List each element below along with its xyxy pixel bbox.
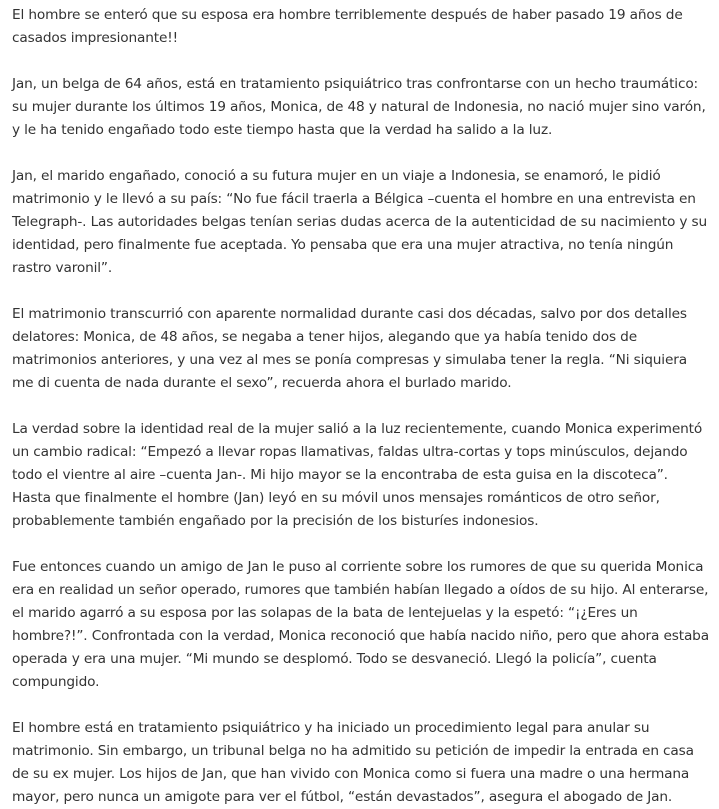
article-paragraph: Jan, el marido engañado, conoció a su futura mujer en un viaje a Indonesia, se enamoró, le pidió matrimonio y le llevó a su país: “No fue fácil traerla a Bélgica –cuenta el hombre en una entrevista en Telegraph-. Las autoridades belgas tenían serias dudas acerca de la autenticidad de su nacimiento y su identidad, pero finalmente fue aceptada. Yo pensaba que era una mujer atractiva, no tenía ningún rastro varonil”. [12, 168, 708, 276]
article-headline-paragraph: El hombre se enteró que su esposa era hombre terriblemente después de haber pasado 19 años de casados impresionante!! [12, 7, 683, 46]
article-paragraph: Jan, un belga de 64 años, está en tratamiento psiquiátrico tras confrontarse con un hecho traumático: su mujer durante los últimos 19 años, Monica, de 48 y natural de Indonesia, no nació mujer sino varón, y le ha tenido engañado todo este tiempo hasta que la verdad ha salido a la luz. [12, 76, 706, 138]
article-paragraph: Fue entonces cuando un amigo de Jan le puso al corriente sobre los rumores de que su querida Monica era en realidad un señor operado, rumores que también habían llegado a oídos de su hijo. Al enterarse, el marido agarró a su esposa por las solapas de la bata de lentejuelas y la espetó: “¡¿Eres un hombre?!”. Confrontada con la verdad, Monica reconoció que había nacido niño, pero que ahora estaba operada y era una mujer. “Mi mundo se desplomó. Todo se desvaneció. Llegó la policía”, cuenta compungido. [12, 559, 709, 690]
article-paragraph: La verdad sobre la identidad real de la mujer salió a la luz recientemente, cuando Monica experimentó un cambio radical: “Empezó a llevar ropas llamativas, faldas ultra-cortas y tops minúsculos, dejando todo el vientre al aire –cuenta Jan-. Mi hijo mayor se la encontraba de esta guisa en la discoteca”. Hasta que finalmente el hombre (Jan) leyó en su móvil unos mensajes románticos de otro señor, probablemente también engañado por la precisión de los bisturíes indonesios. [12, 421, 703, 529]
article-paragraph: El hombre está en tratamiento psiquiátrico y ha iniciado un procedimiento legal para anular su matrimonio. Sin embargo, un tribunal belga no ha admitido su petición de impedir la entrada en casa de su ex mujer. Los hijos de Jan, que han vivido con Monica como si fuera una madre o una hermana mayor, pero nunca un amigote para ver el fútbol, “están devastados”, asegura el abogado de Jan. [12, 720, 694, 805]
article-paragraph: El matrimonio transcurrió con aparente normalidad durante casi dos décadas, salvo por dos detalles delatores: Monica, de 48 años, se negaba a tener hijos, alegando que ya había tenido dos de matrimonios anteriores, y una vez al mes se ponía compresas y simulaba tener la regla. “Ni siquiera me di cuenta de nada durante el sexo”, recuerda ahora el burlado marido. [12, 306, 687, 391]
